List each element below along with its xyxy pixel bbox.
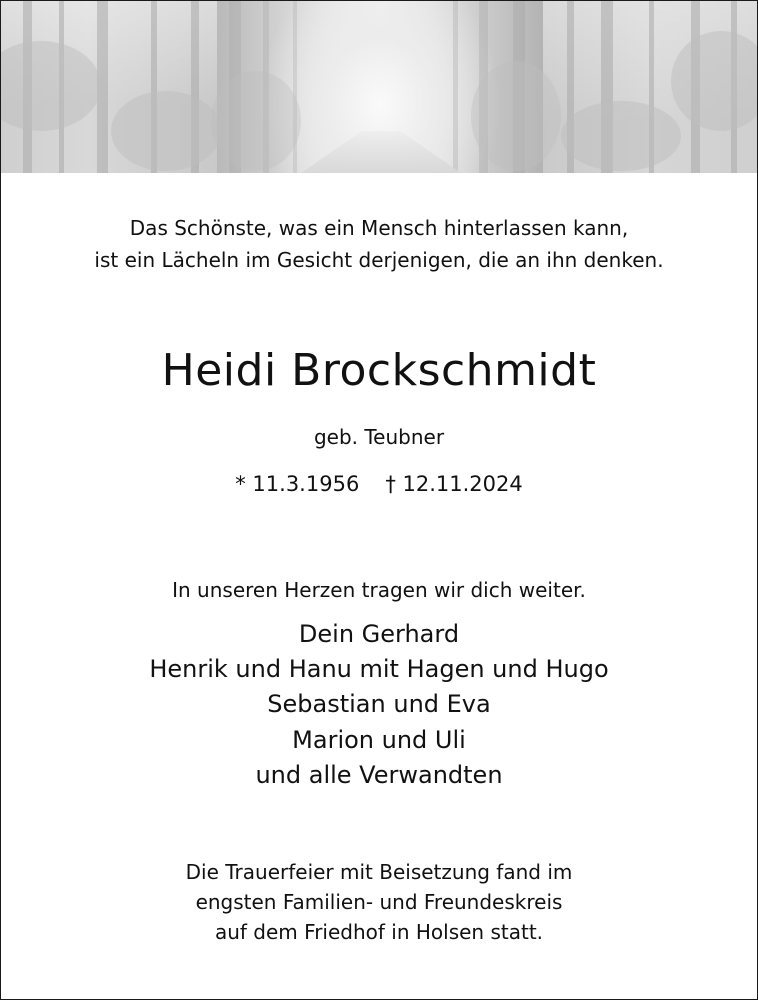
mourner-line: Dein Gerhard	[298, 620, 460, 648]
farewell-text: In unseren Herzen tragen wir dich weiter.	[172, 578, 586, 602]
quote-line-2: ist ein Lächeln im Gesicht derjenigen, die an ihn denken.	[94, 248, 664, 272]
death-date: † 12.11.2024	[385, 472, 523, 496]
service-line-1: Die Trauerfeier mit Beisetzung fand im	[185, 860, 573, 884]
deceased-name: Heidi Brockschmidt	[161, 345, 597, 396]
life-dates	[1, 469, 757, 499]
forest-header-image	[1, 1, 757, 173]
quote-line-1: Das Schönste, was ein Mensch hinterlassen kann,	[129, 216, 629, 240]
mourner-line: und alle Verwandten	[255, 761, 503, 789]
maiden-name: geb. Teubner	[313, 425, 445, 449]
service-line-2: engsten Familien- und Freundeskreis	[195, 890, 563, 914]
mourner-line: Sebastian und Eva	[267, 690, 491, 718]
mourner-line: Marion und Uli	[292, 726, 466, 754]
service-line-3: auf dem Friedhof in Holsen statt.	[214, 920, 544, 944]
mourner-line: Henrik und Hanu mit Hagen und Hugo	[149, 655, 609, 683]
birth-date: * 11.3.1956	[235, 472, 360, 496]
